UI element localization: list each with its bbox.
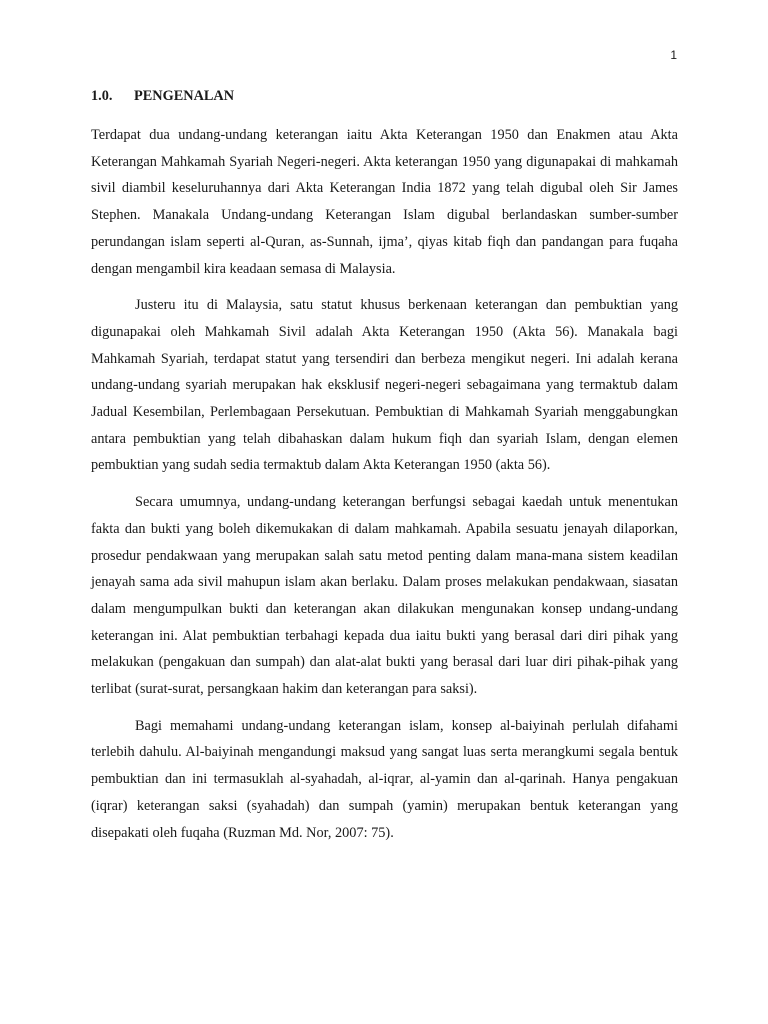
page-number: 1 [670, 48, 677, 62]
paragraph-2: Justeru itu di Malaysia, satu statut khusus berkenaan keterangan dan pembuktian yang digunapakai oleh Mahkamah Sivil adalah Akta Keterangan 1950 (Akta 56). Manakala bagi Mahkamah Syariah, terdapat statut yang tersendiri dan berbeza mengikut negeri. Ini adalah kerana undang-undang syariah merupakan hak eksklusif negeri-negeri sebagaimana yang termaktub dalam Jadual Kesembilan, Perlembagaan Persekutuan. Pembuktian di Mahkamah Syariah menggabungkan antara pembuktian yang telah dibahaskan dalam hukum fiqh dan syariah Islam, dengan elemen pembuktian yang sudah sedia termaktub dalam Akta Keterangan 1950 (akta 56). [91, 297, 678, 474]
section-number: 1.0. [91, 88, 113, 104]
document-body [91, 86, 678, 856]
paragraph-1: Terdapat dua undang-undang keterangan iaitu Akta Keterangan 1950 dan Enakmen atau Akta Keterangan Mahkamah Syariah Negeri-negeri. Akta keterangan 1950 yang digunapakai di mahkamah sivil diambil keseluruhannya dari Akta Keterangan India 1872 yang telah digubal oleh Sir James Stephen. Manakala Undang-undang Keterangan Islam digubal berlandaskan sumber-sumber perundangan islam seperti al-Quran, as-Sunnah, ijma’, qiyas kitab fiqh dan pandangan para fuqaha dengan mengambil kira keadaan semasa di Malaysia. [91, 127, 678, 277]
paragraph-4: Bagi memahami undang-undang keterangan islam, konsep al-baiyinah perlulah difahami terlebih dahulu. Al-baiyinah mengandungi maksud yang sangat luas serta merangkumi segala bentuk pembuktian dan ini termasuklah al-syahadah, al-iqrar, al-yamin dan al-qarinah. Hanya pengakuan (iqrar) keterangan saksi (syahadah) dan sumpah (yamin) merupakan bentuk keterangan yang disepakati oleh fuqaha (Ruzman Md. Nor, 2007: 75). [91, 717, 678, 841]
paragraph-3: Secara umumnya, undang-undang keterangan berfungsi sebagai kaedah untuk menentukan fakta dan bukti yang boleh dikemukakan di dalam mahkamah. Apabila sesuatu jenayah dilaporkan, prosedur pendakwaan yang merupakan salah satu metod penting dalam mana-mana sistem keadilan jenayah sama ada sivil mahupun islam akan berlaku. Dalam proses melakukan pendakwaan, siasatan dalam mengumpulkan bukti dan keterangan akan dilakukan mengunakan konsep undang-undang keterangan ini. Alat pembuktian terbahagi kepada dua iaitu bukti yang berasal dari diri pihak yang melakukan (pengakuan dan sumpah) dan alat-alat bukti yang berasal dari luar diri pihak-pihak yang terlibat (surat-surat, persangkaan hakim dan keterangan para saksi). [91, 494, 678, 698]
section-heading [91, 86, 678, 106]
section-title: PENGENALAN [134, 88, 235, 104]
